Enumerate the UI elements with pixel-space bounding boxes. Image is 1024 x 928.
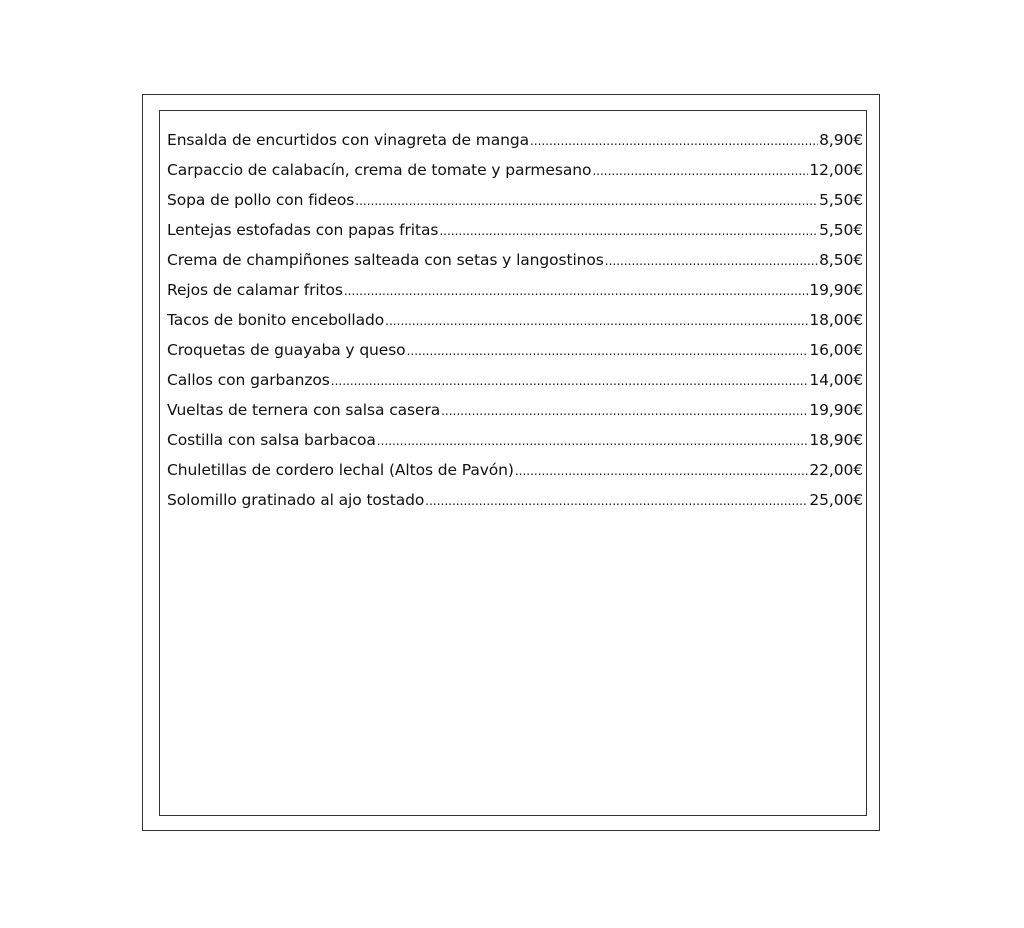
dot-leader <box>530 129 818 153</box>
menu-item-price: 18,90€ <box>809 431 863 449</box>
menu-item-name: Rejos de calamar fritos <box>167 281 343 299</box>
menu-item-name: Callos con garbanzos <box>167 371 330 389</box>
menu-item-price: 19,90€ <box>809 281 863 299</box>
dot-leader <box>439 219 818 243</box>
dot-leader <box>605 249 818 273</box>
menu-item-price: 5,50€ <box>819 191 863 209</box>
menu-item <box>167 278 863 308</box>
menu-item <box>167 428 863 458</box>
menu-item-name: Crema de champiñones salteada con setas y langostinos <box>167 251 604 269</box>
menu-item-name: Ensalda de encurtidos con vinagreta de manga <box>167 131 529 149</box>
dot-leader <box>592 159 808 183</box>
menu-item <box>167 398 863 428</box>
menu-item-name: Croquetas de guayaba y queso <box>167 341 406 359</box>
menu-item <box>167 338 863 368</box>
menu-item <box>167 308 863 338</box>
dot-leader <box>441 399 808 423</box>
menu-item <box>167 458 863 488</box>
menu-item <box>167 188 863 218</box>
menu-item <box>167 158 863 188</box>
menu-item-name: Lentejas estofadas con papas fritas <box>167 221 439 239</box>
menu-item <box>167 128 863 158</box>
dot-leader <box>355 189 818 213</box>
menu-item-name: Vueltas de ternera con salsa casera <box>167 401 441 419</box>
menu-item-price: 14,00€ <box>809 371 863 389</box>
menu-list <box>167 128 863 518</box>
dot-leader <box>425 489 808 513</box>
menu-item-price: 8,90€ <box>819 131 863 149</box>
menu-item-name: Sopa de pollo con fideos <box>167 191 355 209</box>
menu-item-price: 18,00€ <box>809 311 863 329</box>
dot-leader <box>331 369 809 393</box>
dot-leader <box>377 429 809 453</box>
menu-item-price: 22,00€ <box>809 461 863 479</box>
menu-item-price: 5,50€ <box>819 221 863 239</box>
menu-item-price: 8,50€ <box>819 251 863 269</box>
menu-item-name: Costilla con salsa barbacoa <box>167 431 376 449</box>
dot-leader <box>407 339 809 363</box>
menu-item <box>167 248 863 278</box>
menu-item <box>167 218 863 248</box>
dot-leader <box>385 309 808 333</box>
dot-leader <box>515 459 809 483</box>
menu-item-name: Solomillo gratinado al ajo tostado <box>167 491 425 509</box>
menu-item-name: Chuletillas de cordero lechal (Altos de Pavón) <box>167 461 514 479</box>
menu-item-price: 25,00€ <box>809 491 863 509</box>
menu-item-price: 16,00€ <box>809 341 863 359</box>
menu-item <box>167 368 863 398</box>
dot-leader <box>344 279 808 303</box>
menu-item-name: Carpaccio de calabacín, crema de tomate y parmesano <box>167 161 592 179</box>
menu-item <box>167 488 863 518</box>
menu-item-price: 12,00€ <box>809 161 863 179</box>
menu-item-name: Tacos de bonito encebollado <box>167 311 385 329</box>
menu-item-price: 19,90€ <box>809 401 863 419</box>
